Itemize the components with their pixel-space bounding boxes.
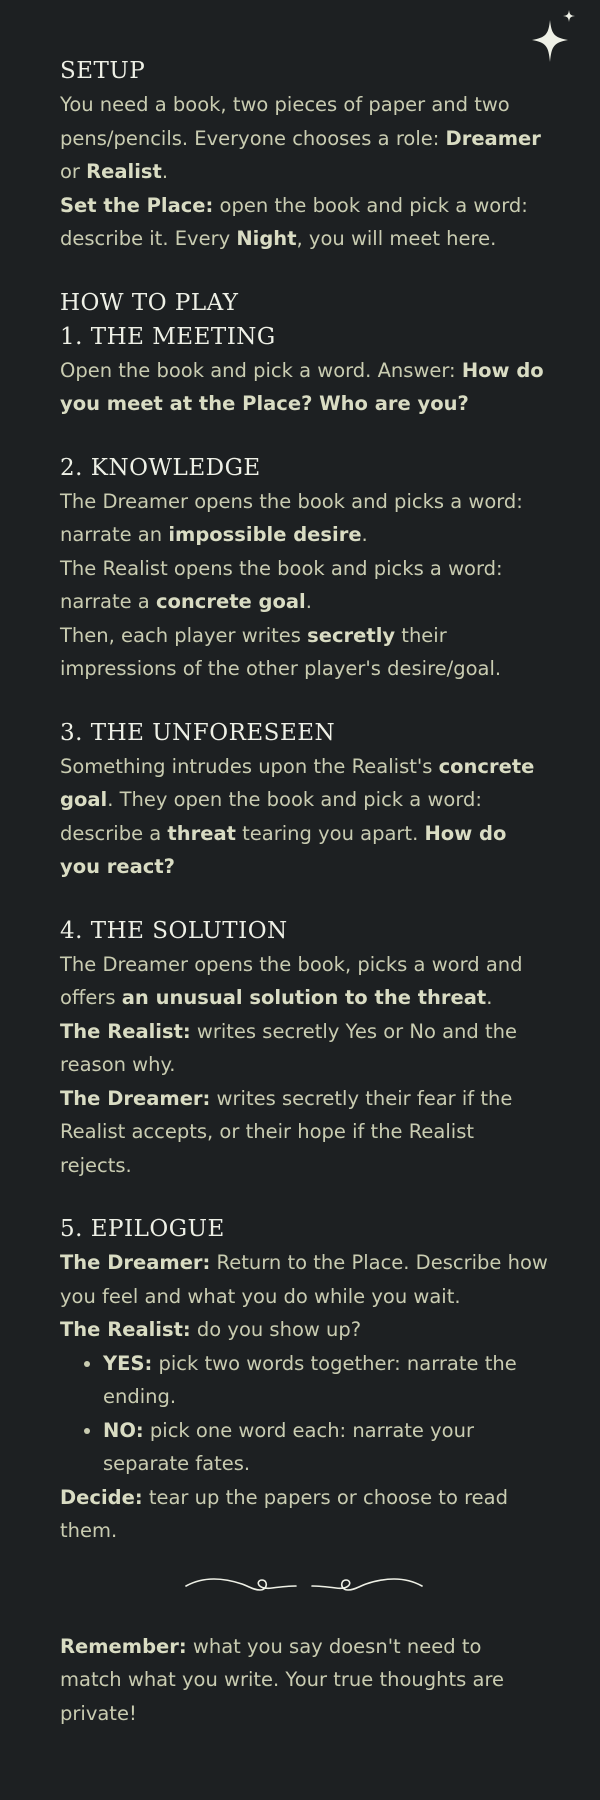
meeting-heading: 1. THE MEETING xyxy=(60,323,276,350)
knowledge-then-text: Then, each player writes secretly their impressions of the other player's desire/goal. xyxy=(60,623,502,680)
solution-realist-text: The Realist: writes secretly Yes or No and the reason why. xyxy=(60,1019,517,1076)
knowledge-heading: 2. KNOWLEDGE xyxy=(60,454,261,481)
setup-heading: SETUP xyxy=(60,58,146,84)
knowledge-section xyxy=(60,451,548,686)
epilogue-heading: 5. EPILOGUE xyxy=(60,1216,225,1242)
meeting-section xyxy=(60,320,548,421)
unforeseen-text: Something intrudes upon the Realist's concrete goal. They open the book and pick a word: describe a threat tearing you apart. How do you react? xyxy=(60,754,535,878)
setup-place-text: Set the Place: open the book and pick a word: describe it. Every Night, you will meet here. xyxy=(60,193,528,250)
solution-offer-text: The Dreamer opens the book, picks a word and offers an unusual solution to the threat. xyxy=(60,952,523,1009)
flourish-divider xyxy=(184,1572,424,1596)
epilogue-options-list xyxy=(60,1347,548,1481)
setup-section xyxy=(60,54,548,256)
how-to-play-heading: HOW TO PLAY xyxy=(60,289,239,316)
list-item: • YES: pick two words together: narrate the ending. xyxy=(103,1347,548,1414)
unforeseen-heading: 3. THE UNFORESEEN xyxy=(60,719,336,746)
rules-content xyxy=(60,54,548,1730)
epilogue-decide-text: Decide: tear up the papers or choose to read them. xyxy=(60,1485,508,1542)
solution-heading: 4. THE SOLUTION xyxy=(60,917,288,944)
setup-roles-text: You need a book, two pieces of paper and two pens/pencils. Everyone chooses a role: Dreamer or Realist. xyxy=(60,93,541,183)
epilogue-dreamer-text: The Dreamer: Return to the Place. Describe how you feel and what you do while you wait. xyxy=(60,1251,548,1308)
epilogue-realist-text: The Realist: do you show up? xyxy=(60,1318,362,1341)
unforeseen-section xyxy=(60,716,548,884)
list-item: • NO: pick one word each: narrate your separate fates. xyxy=(103,1414,548,1481)
knowledge-dreamer-text: The Dreamer opens the book and picks a word: narrate an impossible desire. xyxy=(60,489,523,546)
meeting-text: Open the book and pick a word. Answer: How do you meet at the Place? Who are you? xyxy=(60,358,544,415)
remember-text: Remember: what you say doesn't need to match what you write. Your true thoughts are private! xyxy=(60,1634,505,1725)
knowledge-realist-text: The Realist opens the book and picks a word: narrate a concrete goal. xyxy=(60,556,503,613)
epilogue-section xyxy=(60,1212,548,1548)
solution-section xyxy=(60,914,548,1183)
solution-dreamer-text: The Dreamer: writes secretly their fear if the Realist accepts, or their hope if the Realist rejects. xyxy=(60,1086,513,1177)
